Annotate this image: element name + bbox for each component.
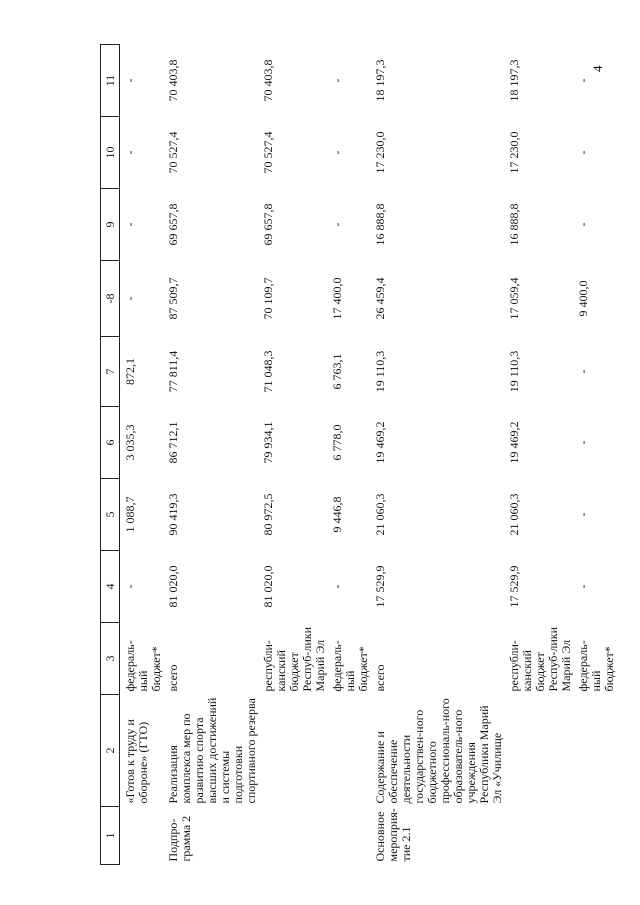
cell-col-2: Содержание и обеспечение деятельности государствен-ного бюджетного профессиональ-ного образователь-ного учреждения Республики Марий Эл «Училище <box>373 698 504 804</box>
cell-col-8: 17 059,4 <box>507 277 521 320</box>
column-header: 10 <box>101 117 120 189</box>
cell-col-9: 69 657,8 <box>166 203 180 246</box>
cell-col-8: - <box>123 296 137 301</box>
cell-col-9: - <box>576 222 590 227</box>
column-header: 5 <box>101 479 120 551</box>
cell-col-10: 17 230,0 <box>373 131 387 174</box>
cell-col-4: - <box>330 584 344 589</box>
cell-col-7: 872,1 <box>123 358 137 385</box>
cell-col-9: 69 657,8 <box>261 203 275 246</box>
cell-col-10: 70 527,4 <box>261 131 275 174</box>
cell-col-11: 70 403,8 <box>261 59 275 102</box>
cell-col-3: республи-канский бюджет Респуб-лики Марий Эл <box>507 627 573 692</box>
cell-col-6: 79 934,1 <box>261 421 275 464</box>
cell-col-4: 81 020,0 <box>166 565 180 608</box>
cell-col-3: всего <box>373 664 387 692</box>
table-row <box>258 45 327 865</box>
cell-col-9: - <box>123 222 137 227</box>
cell-col-7: 71 048,3 <box>261 350 275 393</box>
cell-col-3: федераль-ный бюджет* <box>576 640 616 692</box>
cell-col-2: Реализация комплекса мер по развитию спорта высших достижений и системы подготовки спортивного резерва <box>166 697 258 804</box>
cell-col-5: 9 446,8 <box>330 496 344 533</box>
cell-col-8: 26 459,4 <box>373 277 387 320</box>
cell-col-5: 80 972,5 <box>261 493 275 536</box>
cell-col-7: - <box>576 369 590 374</box>
cell-col-8: 87 509,7 <box>166 277 180 320</box>
cell-col-5: - <box>576 512 590 517</box>
column-header: 11 <box>101 45 120 117</box>
table-row <box>120 45 164 865</box>
cell-col-4: 17 529,9 <box>373 565 387 608</box>
cell-col-6: 6 778,0 <box>330 424 344 461</box>
cell-col-3: федераль-ный бюджет* <box>330 640 370 692</box>
cell-col-2 <box>258 695 327 807</box>
cell-col-9: 16 888,8 <box>373 203 387 246</box>
cell-col-6: - <box>576 440 590 445</box>
cell-col-3: всего <box>166 664 180 692</box>
cell-col-1 <box>258 807 327 865</box>
cell-col-10: - <box>123 150 137 155</box>
budget-table <box>100 44 616 865</box>
cell-col-4: 17 529,9 <box>507 565 521 608</box>
cell-col-4: - <box>576 584 590 589</box>
cell-col-8: 9 400,0 <box>576 280 590 317</box>
cell-col-5: 90 419,3 <box>166 493 180 536</box>
cell-col-2: «Готов к труду и обороне» (ГТО) <box>123 719 150 804</box>
cell-col-10: - <box>576 150 590 155</box>
cell-col-4: - <box>123 584 137 589</box>
cell-col-6: 19 469,2 <box>507 421 521 464</box>
cell-col-3: республи-канский бюджет Респуб-лики Марий Эл <box>261 627 327 692</box>
cell-col-7: 77 811,4 <box>166 350 180 393</box>
table-body <box>120 45 617 865</box>
cell-col-5: 21 060,3 <box>373 493 387 536</box>
table-row <box>370 45 504 865</box>
column-header: 1 <box>101 807 120 865</box>
cell-col-2 <box>327 695 370 807</box>
column-header: -8 <box>101 261 120 337</box>
cell-col-1 <box>120 807 164 865</box>
cell-col-10: 70 527,4 <box>166 131 180 174</box>
cell-col-11: - <box>123 78 137 83</box>
column-header: 6 <box>101 407 120 479</box>
cell-col-1 <box>327 807 370 865</box>
cell-col-1 <box>573 807 616 865</box>
table-row <box>573 45 616 865</box>
cell-col-6: 19 469,2 <box>373 421 387 464</box>
column-header: 9 <box>101 189 120 261</box>
cell-col-1: Основное мероприя-тие 2.1 <box>373 808 413 862</box>
cell-col-2 <box>573 695 616 807</box>
cell-col-6: 86 712,1 <box>166 421 180 464</box>
cell-col-8: 70 109,7 <box>261 277 275 320</box>
cell-col-8: 17 400,0 <box>330 277 344 320</box>
cell-col-7: 19 110,3 <box>373 350 387 393</box>
cell-col-10: - <box>330 150 344 155</box>
cell-col-11: - <box>576 78 590 83</box>
cell-col-4: 81 020,0 <box>261 565 275 608</box>
cell-col-5: 1 088,7 <box>123 496 137 533</box>
cell-col-3: федераль-ный бюджет* <box>123 640 163 692</box>
cell-col-1: Подпро-грамма 2 <box>166 815 193 862</box>
cell-col-9: - <box>330 222 344 227</box>
column-header: 7 <box>101 337 120 407</box>
cell-col-10: 17 230,0 <box>507 131 521 174</box>
cell-col-9: 16 888,8 <box>507 203 521 246</box>
cell-col-6: 3 035,3 <box>123 424 137 461</box>
cell-col-11: 70 403,8 <box>166 59 180 102</box>
page-number: 4 <box>590 65 605 72</box>
cell-col-1 <box>504 807 573 865</box>
header-row <box>101 45 120 865</box>
table-row <box>327 45 370 865</box>
cell-col-11: - <box>330 78 344 83</box>
cell-col-11: 18 197,3 <box>507 59 521 102</box>
column-header: 2 <box>101 695 120 807</box>
cell-col-2 <box>504 695 573 807</box>
column-header: 4 <box>101 551 120 623</box>
cell-col-7: 19 110,3 <box>507 350 521 393</box>
cell-col-11: 18 197,3 <box>373 59 387 102</box>
column-header: 3 <box>101 623 120 695</box>
table-row <box>504 45 573 865</box>
table-row <box>163 45 258 865</box>
cell-col-5: 21 060,3 <box>507 493 521 536</box>
cell-col-7: 6 763,1 <box>330 353 344 390</box>
rotated-table-frame <box>100 59 616 865</box>
